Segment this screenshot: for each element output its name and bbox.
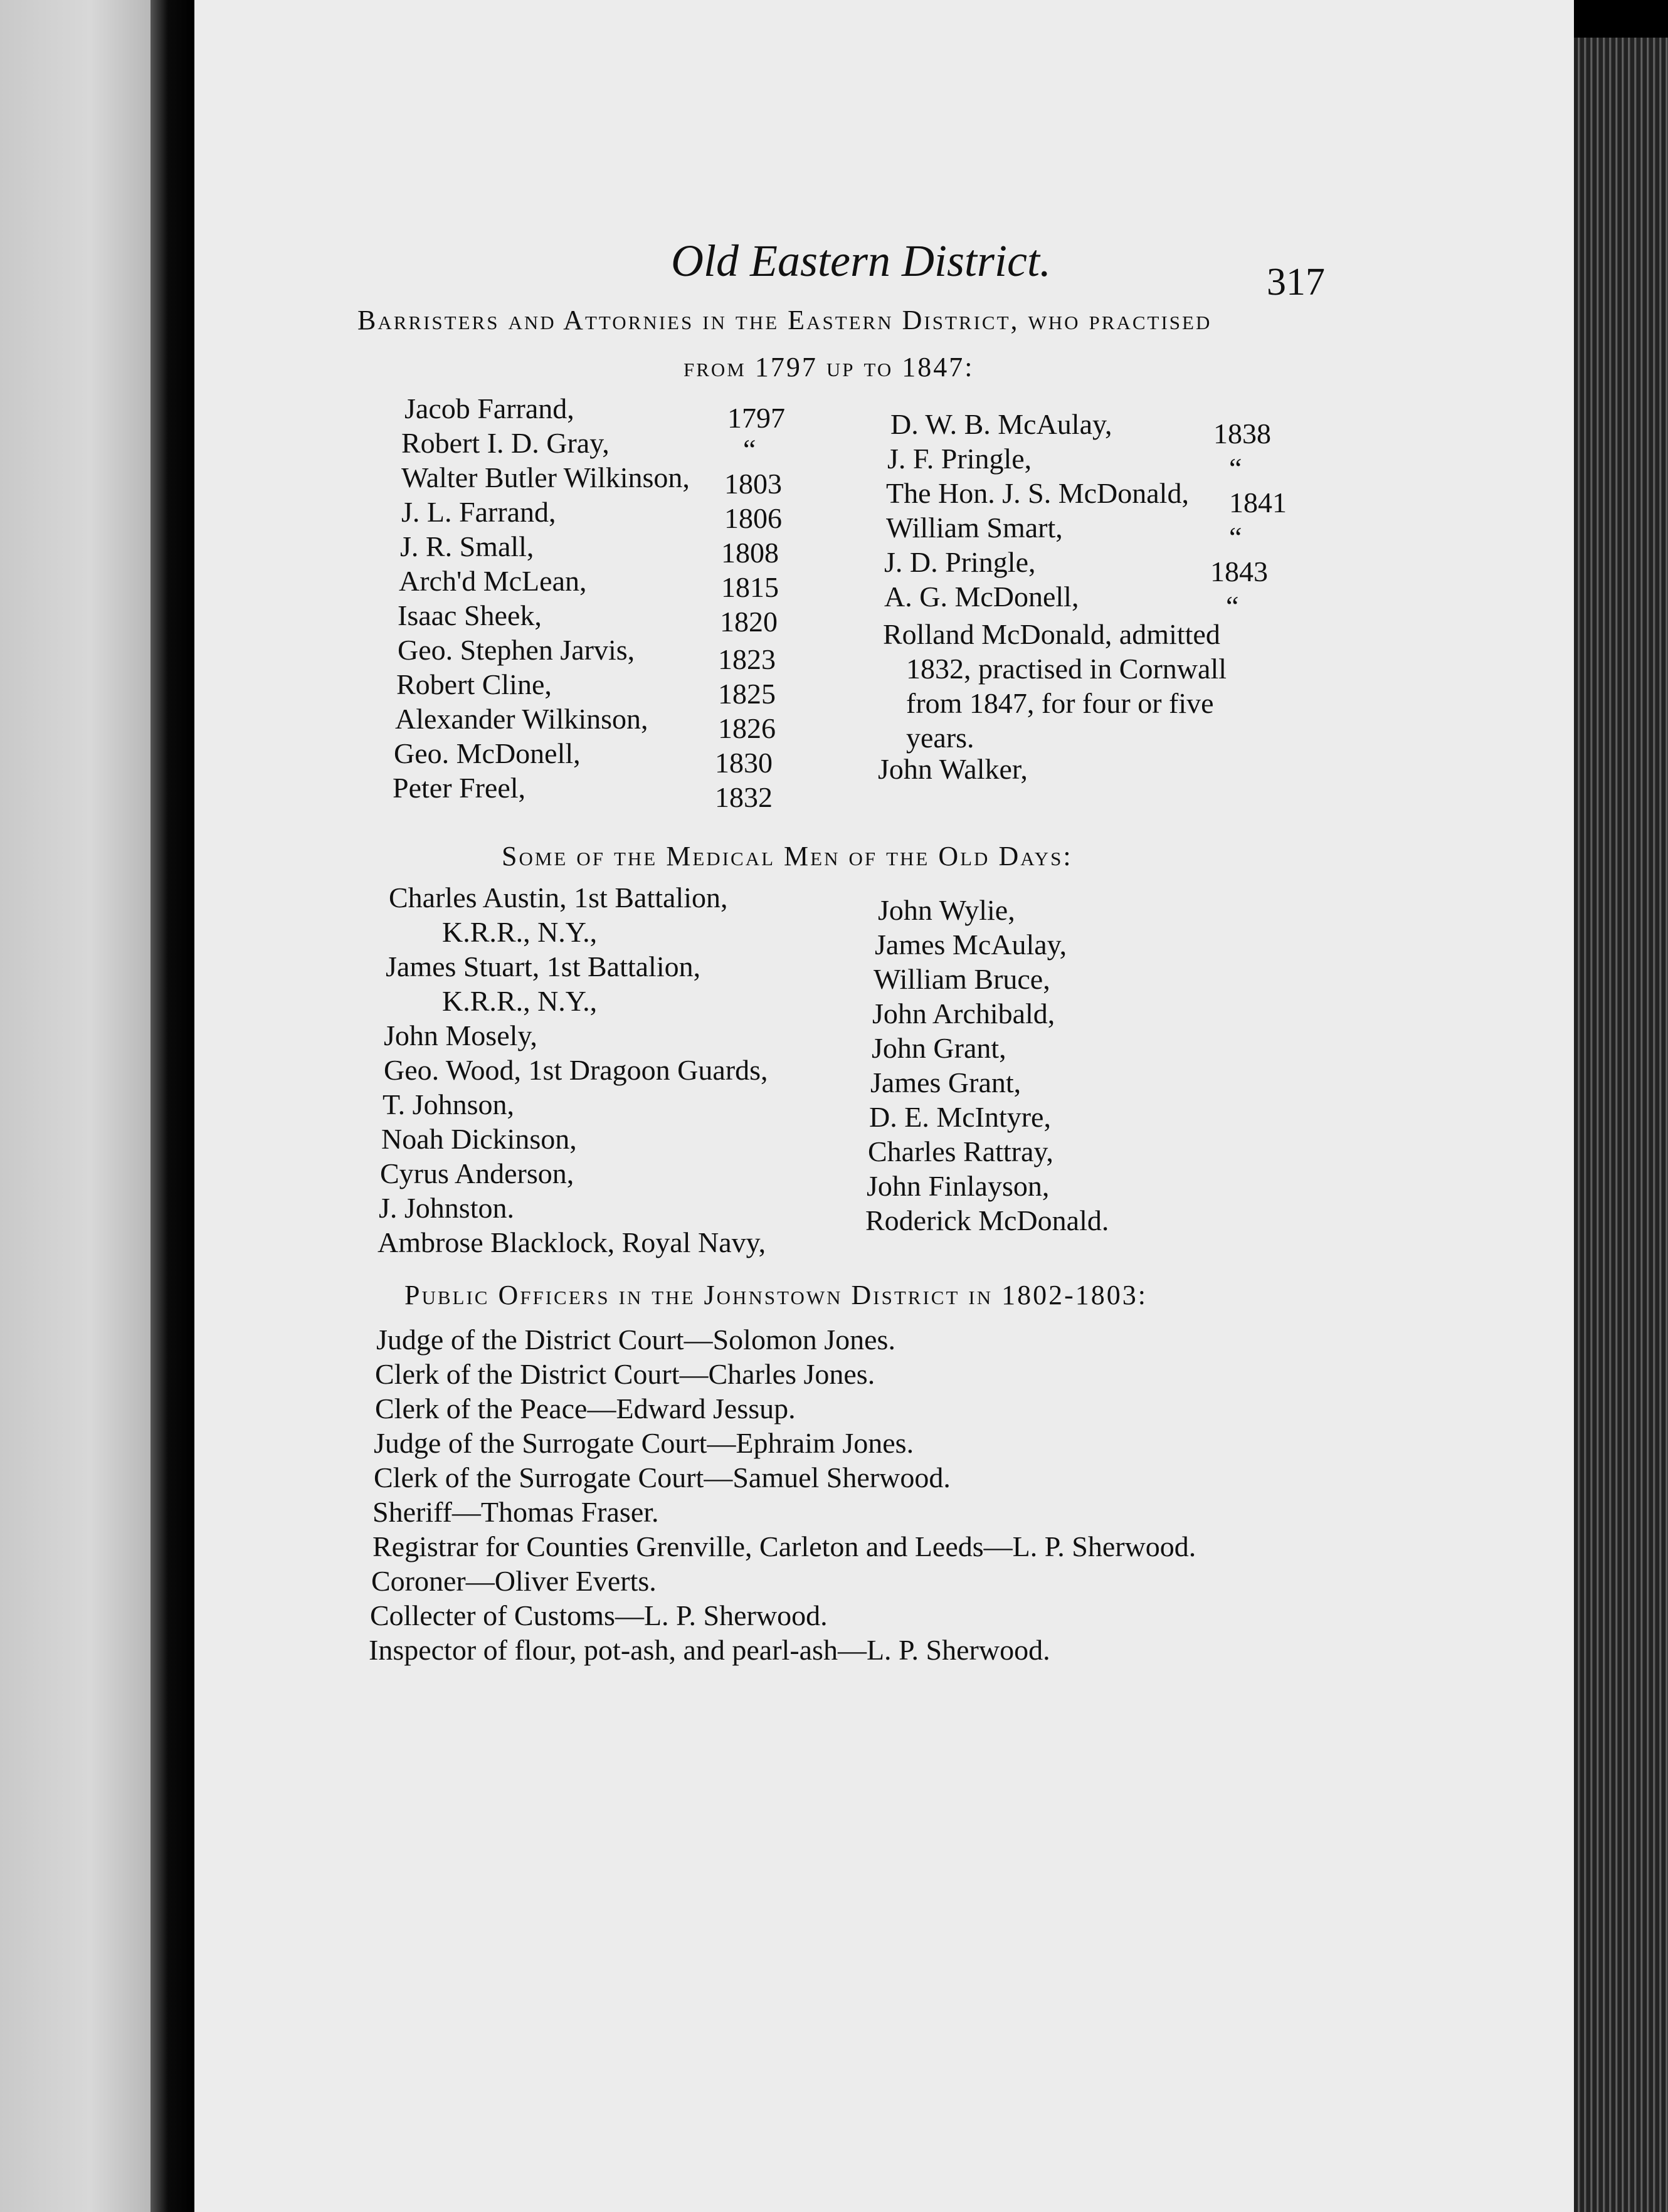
barrister-name: Arch'd McLean, [399,565,587,597]
medical-entry: J. Johnston. [379,1192,514,1224]
barrister-name: Jacob Farrand, [404,392,574,424]
barrister-name: Robert Cline, [396,668,552,700]
medical-entry: Cyrus Anderson, [380,1157,574,1189]
officer-line: Inspector of flour, pot-ash, and pearl-ash—L. P. Sherwood. [369,1634,1050,1666]
barrister-name: J. F. Pringle, [887,443,1032,475]
barrister-year: “ [1229,452,1242,484]
barrister-name: Isaac Sheek, [398,599,542,631]
officer-line: Collecter of Customs—L. P. Sherwood. [370,1599,828,1631]
book-gutter [150,0,194,2212]
barrister-year: 1823 [718,643,776,675]
barrister-name: J. R. Small, [400,530,534,562]
barrister-year: 1820 [720,606,778,638]
barrister-year: “ [1229,521,1242,553]
barrister-name: A. G. McDonell, [884,581,1079,613]
medical-entry: Charles Austin, 1st Battalion, [389,882,728,914]
medical-entry: K.R.R., N.Y., [442,985,598,1017]
officer-line: Registrar for Counties Grenville, Carleton and Leeds—L. P. Sherwood. [372,1530,1196,1562]
barrister-year: 1841 [1229,487,1287,519]
officer-line: Clerk of the District Court—Charles Jones. [375,1358,875,1390]
officer-line: Judge of the District Court—Solomon Jones. [376,1324,895,1356]
medical-entry: Ambrose Blacklock, Royal Navy, [377,1226,766,1258]
barrister-name: Walter Butler Wilkinson, [401,461,690,493]
barrister-year: 1808 [721,537,779,569]
rolland-entry-line: years. [906,722,974,754]
barrister-name: Robert I. D. Gray, [401,427,610,459]
barristers-heading-line1: Barristers and Attornies in the Eastern District, who practised [357,305,1212,335]
barrister-name: Peter Freel, [393,772,526,804]
page-stack-edge [1574,38,1668,2212]
barrister-year: 1826 [718,712,776,744]
medical-entry: T. Johnson, [383,1088,514,1120]
rolland-entry-line: Rolland McDonald, admitted [883,618,1220,650]
rolland-entry-line: 1832, practised in Cornwall [906,653,1227,685]
officer-line: Judge of the Surrogate Court—Ephraim Jones. [374,1427,914,1459]
officer-line: Clerk of the Peace—Edward Jessup. [375,1393,796,1425]
medical-entry: James Grant, [870,1066,1021,1098]
medical-heading: Some of the Medical Men of the Old Days: [502,841,1073,872]
medical-entry: D. E. McIntyre, [869,1101,1051,1133]
barrister-name: Alexander Wilkinson, [395,703,648,735]
medical-entry: Geo. Wood, 1st Dragoon Guards, [384,1054,768,1086]
medical-entry: William Bruce, [874,963,1050,995]
medical-entry: John Wylie, [878,894,1015,926]
officer-line: Clerk of the Surrogate Court—Samuel Sherwood. [374,1462,951,1493]
barrister-name: The Hon. J. S. McDonald, [886,477,1189,509]
barrister-year: 1806 [724,502,782,534]
barrister-year: 1803 [724,468,782,500]
page-number: 317 [1267,261,1325,303]
barrister-name: William Smart, [886,512,1063,544]
medical-entry: Noah Dickinson, [381,1123,577,1155]
medical-entry: James Stuart, 1st Battalion, [386,951,701,982]
barrister-year: “ [743,433,756,465]
barrister-name: J. D. Pringle, [884,546,1036,578]
medical-entry: John Grant, [872,1032,1006,1064]
barrister-name: J. L. Farrand, [401,496,556,528]
barrister-year: “ [1226,590,1239,622]
barrister-year: 1830 [715,747,773,779]
public-officers-heading: Public Officers in the Johnstown District in 1802-1803: [404,1280,1148,1310]
medical-entry: John Mosely, [384,1019,537,1051]
barrister-year: 1825 [718,678,776,710]
barrister-name: Geo. Stephen Jarvis, [398,634,635,666]
running-title: Old Eastern District. [671,236,1051,286]
medical-entry: John Archibald, [872,998,1055,1030]
barrister-year: 1832 [715,781,773,813]
medical-entry: Roderick McDonald. [865,1204,1109,1236]
medical-entry: James McAulay, [875,929,1067,961]
barristers-heading-line2: from 1797 up to 1847: [684,352,974,382]
barrister-year: 1815 [721,571,779,603]
medical-entry: John Finlayson, [867,1170,1050,1202]
barrister-year: 1843 [1210,556,1268,587]
rolland-entry-line: from 1847, for four or five [906,687,1214,719]
officer-line: Coroner—Oliver Everts. [371,1565,657,1597]
officer-line: Sheriff—Thomas Fraser. [372,1496,659,1528]
barrister-year: 1838 [1213,418,1271,450]
barrister-year: 1797 [727,402,785,434]
barrister-name: Geo. McDonell, [394,737,581,769]
barrister-name: John Walker, [878,753,1028,785]
medical-entry: K.R.R., N.Y., [442,916,598,948]
medical-entry: Charles Rattray, [868,1135,1053,1167]
facing-page-edge [0,0,150,2212]
barrister-name: D. W. B. McAulay, [890,408,1112,440]
